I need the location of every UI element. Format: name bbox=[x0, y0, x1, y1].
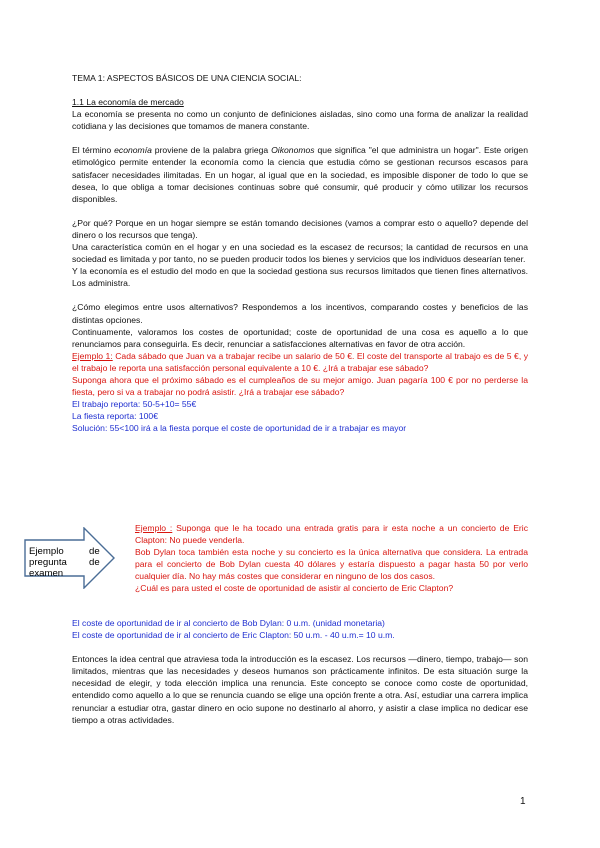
arrow-text-de-1: de bbox=[89, 546, 100, 557]
paragraph-scarcity: Una característica común en el hogar y en una sociedad es la escasez de recursos; la cantidad de recursos en una sociedad es limitada y por tanto, no se pueden producir todos los bienes y servicios que los individuos desearían tener. bbox=[72, 242, 528, 265]
example-1-text: Cada sábado que Juan va a trabajar recibe un salario de 50 €. El coste del transporte al trabajo es de 5 €, y el trabajo le reporta una satisfacción personal equivalente a 10 €. ¿Irá a trabajar ese sábado? bbox=[72, 350, 528, 373]
document-body-continued bbox=[72, 617, 528, 726]
example-2-question: ¿Cuál es para usted el coste de oportunidad de asistir al concierto de Eric Clapton? bbox=[135, 583, 454, 594]
term-economia: economía bbox=[114, 145, 152, 156]
example-2-label: Ejemplo : bbox=[135, 523, 173, 533]
etymology-text-a: El término bbox=[72, 145, 115, 156]
arrow-text-pregunta: pregunta bbox=[29, 557, 67, 568]
etymology-text-b: proviene de la palabra griega bbox=[151, 145, 272, 156]
paragraph-intro: La economía se presenta no como un conjunto de definiciones aisladas, sino como una forma de analizar la realidad cotidiana y las decisiones que tomamos de manera constante. bbox=[72, 109, 528, 132]
example-2-solution-dylan: El coste de oportunidad de ir al concierto de Bob Dylan: 0 u.m. (unidad monetaria) bbox=[72, 618, 385, 628]
example-1-solution: Solución: 55<100 irá a la fiesta porque el coste de oportunidad de ir a trabajar es mayor bbox=[72, 423, 407, 434]
example-1-solution-party: La fiesta reporta: 100€ bbox=[72, 411, 158, 422]
example-2-text: Suponga que le ha tocado una entrada gratis para ir esta noche a un concierto de Eric Clapton: No puede venderla. bbox=[135, 523, 528, 546]
example-2-solution-clapton: El coste de oportunidad de ir al concierto de Eric Clapton: 50 u.m. - 40 u.m.= 10 u.m. bbox=[72, 630, 395, 641]
example-1-label: Ejemplo 1: bbox=[72, 350, 113, 361]
arrow-text-examen: examen bbox=[29, 568, 64, 579]
page-number: 1 bbox=[520, 796, 526, 807]
example-2-paragraph-2: Bob Dylan toca también esta noche y su concierto es la única alternativa que considera. La entrada para el concierto de Bob Dylan cuesta 40 dólares y estaría dispuesto a pagar hasta 50 por verlo cualquier día. No hay más costes que considerar en ninguno de los dos casos. bbox=[135, 547, 528, 582]
document-title: TEMA 1: ASPECTOS BÁSICOS DE UNA CIENCIA SOCIAL: bbox=[72, 73, 302, 83]
arrow-text-ejemplo: Ejemplo bbox=[29, 546, 64, 557]
example-2 bbox=[135, 522, 528, 546]
document-body bbox=[72, 72, 528, 434]
term-oikonomos: Oikonomos bbox=[271, 145, 315, 156]
example-1 bbox=[72, 350, 528, 374]
paragraph-choice: ¿Cómo elegimos entre usos alternativos? Respondemos a los incentivos, comparando costes y beneficios de las distintas opciones. bbox=[72, 302, 528, 325]
example-1-question-2: Suponga ahora que el próximo sábado es el cumpleaños de su mejor amigo. Juan pagaría 100 € por no perderse la fiesta, pero si va a trabajar no podrá asistir. ¿Irá a trabajar ese sábado? bbox=[72, 374, 528, 398]
paragraph-opportunity-cost: Continuamente, valoramos los costes de oportunidad; coste de oportunidad de una cosa es aquello a lo que renunciamos para conseguirla. Es decir, renunciar a satisfacciones alternativas en favor de otra acción. bbox=[72, 326, 528, 349]
etymology-text-c: que significa "el que administra un hogar". Este origen etimológico permite entender la economía como la ciencia que estudia cómo se gestionan recursos escasos para satisfacer necesidades ilimitadas. En un hogar, al igual que en la sociedad, es imposible disponer de todo lo que se desea, lo que obliga a tomar decisiones continuas sobre qué consumir, qué producir y cómo utilizar los recursos disponibles. bbox=[72, 145, 528, 204]
section-heading: 1.1 La economía de mercado bbox=[72, 97, 184, 108]
example-1-solution-work: El trabajo reporta: 50-5+10= 55€ bbox=[72, 399, 197, 410]
exam-question-arrow bbox=[24, 527, 116, 589]
paragraph-etymology bbox=[72, 144, 528, 204]
arrow-text-de-2: de bbox=[89, 557, 100, 568]
paragraph-definition: Y la economía es el estudio del modo en que la sociedad gestiona sus recursos limitados que tienen fines alternativos. Los administra. bbox=[72, 266, 528, 289]
paragraph-why: ¿Por qué? Porque en un hogar siempre se están tomando decisiones (vamos a comprar esto o aquello? depende del dinero o los recursos que tenga). bbox=[72, 217, 528, 240]
paragraph-conclusion: Entonces la idea central que atraviesa toda la introducción es la escasez. Los recursos —dinero, tiempo, trabajo— son limitados, mientras que las necesidades y deseos humanos son prácticamente infinitos. De esta situación surge la necesidad de elegir, y toda elección implica una renuncia. Este concepto se conoce como coste de oportunidad, entendido como aquello a lo que se renuncia cuando se elige una opción frente a otra. Así, estudiar una carrera implica renunciar a estudiar otra, gastar dinero en ocio supone no destinarlo al ahorro, y asistir a clase implica no dedicar ese tiempo a otras actividades. bbox=[72, 654, 528, 725]
example-2-block bbox=[135, 522, 528, 595]
